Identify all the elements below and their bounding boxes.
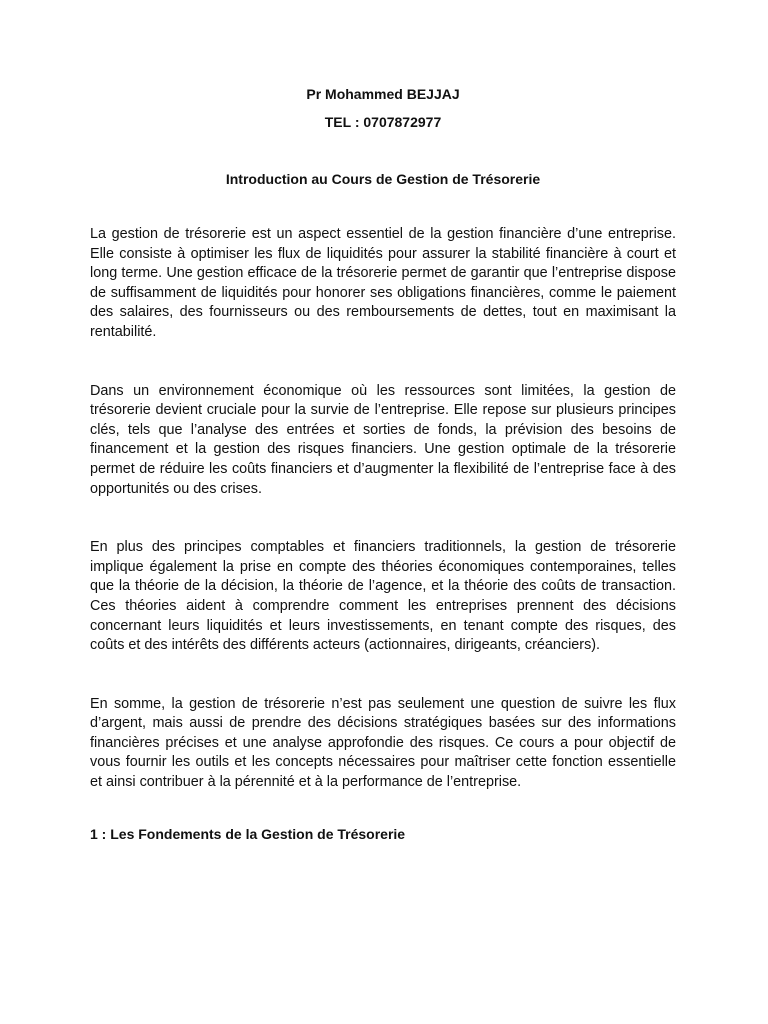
paragraph-1: La gestion de trésorerie est un aspect essentiel de la gestion financière d’une entreprise. Elle consiste à optimiser les flux de liquidités pour assurer la stabilité financière à court et long terme. Une gestion efficace de la trésorerie permet de garantir que l’entreprise dispose de suffisamment de liquidités pour honorer ses obligations financières, comme le paiement des salaires, des fournisseurs ou des remboursements de dettes, tout en maximisant la rentabilité. — [90, 226, 676, 340]
paragraph-4: En somme, la gestion de trésorerie n’est pas seulement une question de suivre les flux d’argent, mais aussi de prendre des décisions stratégiques basées sur des informations financières précises et une analyse approfondie des risques. Ce cours a pour objectif de vous fournir les outils et les concepts nécessaires pour maîtriser cette fonction essentielle et ainsi contribuer à la pérennité et à la performance de l’entreprise. — [90, 695, 676, 791]
paragraph-3: En plus des principes comptables et financiers traditionnels, la gestion de trésorerie implique également la prise en compte des théories économiques contemporaines, telles que la théorie de la décision, la théorie de l’agence, et la théorie des coûts de transaction. Ces théories aident à comprendre comment les entreprises prennent des décisions concernant leurs liquidités et leurs investissements, en tenant compte des risques, des coûts et des intérêts des différents acteurs (actionnaires, dirigeants, créanciers). — [90, 539, 676, 654]
document-page — [90, 84, 676, 844]
section-heading: 1 : Les Fondements de la Gestion de Trésorerie — [90, 825, 406, 842]
paragraph-2: Dans un environnement économique où les ressources sont limitées, la gestion de trésorerie devient cruciale pour la survie de l’entreprise. Elle repose sur plusieurs principes clés, tels que l’analyse des entrées et sorties de fonds, la prévision des besoins de financement et la gestion des risques financiers. Une gestion optimale de la trésorerie permet de réduire les coûts financiers et d’augmenter la flexibilité de l’entreprise face à des opportunités ou des crises. — [90, 382, 676, 497]
author-name: Pr Mohammed BEJJAJ — [306, 86, 460, 102]
document-title: Introduction au Cours de Gestion de Trésorerie — [225, 171, 541, 187]
telephone-number: TEL : 0707872977 — [324, 114, 442, 130]
